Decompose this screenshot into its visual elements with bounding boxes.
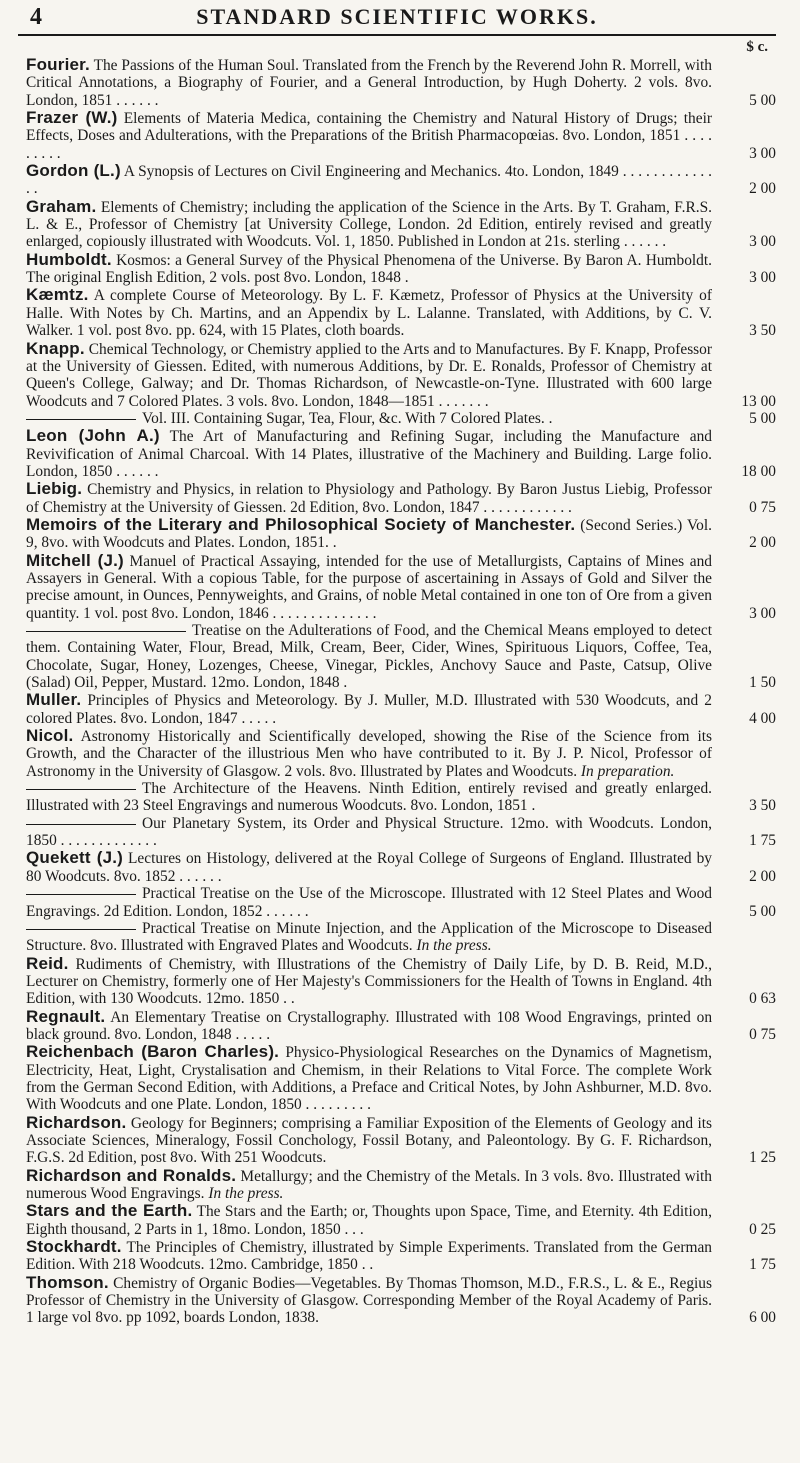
entry-price: 3 00 — [749, 269, 776, 287]
entry-author: Muller. — [26, 690, 82, 710]
entry-price: 2 00 — [749, 534, 776, 552]
ditto-rule — [26, 894, 136, 895]
catalog-entry — [26, 849, 776, 885]
entry-price: 3 00 — [749, 144, 776, 162]
entry-description: Manuel of Practical Assaying, intended for the use of Metallurgists, Captains of Mines and Assayers in General. With a copious Table, for the purpose of ascertaining in Assays of Gold and Silver the precise amount, in Ounces, Pennyweights, and Grains, of noble Metal contained in one ton of Ore from a given quantity. 1 vol. post 8vo. London, 1846 . . . . . . . . . . . . . . — [26, 552, 712, 622]
entry-description: Principles of Physics and Meteorology. By J. Muller, M.D. Illustrated with 530 Woodcuts, and 2 colored Plates. 8vo. London, 1847 . . . . . — [26, 692, 712, 727]
entry-author: Graham. — [26, 196, 97, 216]
entry-author: Reichenbach (Baron Charles). — [26, 1042, 280, 1062]
entry-description: Lectures on Histology, delivered at the Royal College of Surgeons of England. Illustrated by 80 Woodcuts. 8vo. 1852 . . . . . . — [26, 850, 712, 885]
entry-description: Chemical Technology, or Chemistry applied to the Arts and to Manufactures. By F. Knapp, Professor at the University of Giessen. Edited, with numerous Additions, by Dr. E. Ronalds, Professor of Chemistry at Queen's College, Galway; and Dr. Thomas Richardson, of Newcastle-on-Tyne. Illustrated with 600 large Woodcuts and 7 Colored Plates. 3 vols. 8vo. London, 1848—1851 . . . . . . . — [26, 340, 712, 410]
entry-description: Chemistry and Physics, in relation to Physiology and Pathology. By Baron Justus Liebig, Professor of Chemistry at the University of Giessen. 2d Edition, 8vo. London, 1847 . . . . . . . . . . . . — [26, 481, 712, 516]
entry-price: 1 75 — [749, 1256, 776, 1274]
catalog-entry — [26, 815, 776, 850]
entry-description: Geology for Beginners; comprising a Familiar Exposition of the Elements of Geology and its Associate Sciences, Mineralogy, Fossil Conchology, Fossil Botany, and Paleontology. By G. F. Richardson, F.G.S. 2d Edition, post 8vo. With 251 Woodcuts. — [26, 1114, 712, 1167]
catalog-entry — [26, 955, 776, 1008]
entry-description: Elements of Materia Medica, containing the Chemistry and Natural History of Drugs; their Effects, Doses and Adulterations, with the Preparations of the British Pharmacopœias. 8vo. London, 1851 . . . . . . . . . — [26, 110, 712, 162]
entry-author: Regnault. — [26, 1006, 106, 1026]
entry-price: 3 00 — [749, 233, 776, 251]
catalog-entry — [26, 109, 776, 162]
catalog-entry — [26, 920, 776, 955]
entry-author: Mitchell (J.) — [26, 550, 124, 570]
catalog-entry — [26, 410, 776, 427]
catalog-entry — [26, 286, 776, 339]
entry-description: Astronomy Historically and Scientifically developed, showing the Rise of the Science from its Growth, and the Character of the illustrious Men who have contributed to it. By J. P. Nicol, Professor of Astronomy in the University of Glasgow. 2 vols. 8vo. Illustrated by Plates and Woodcuts. — [26, 728, 712, 780]
catalog-entry — [26, 780, 776, 815]
catalog-entry — [26, 1238, 776, 1274]
entry-author: Stockhardt. — [26, 1237, 122, 1257]
entry-description: The Stars and the Earth; or, Thoughts upon Space, Time, and Eternity. 4th Edition, Eighth thousand, 2 Parts in 1, 18mo. London, 1850 . . . — [26, 1203, 712, 1238]
entry-description: The Art of Manufacturing and Refining Sugar, including the Manufacture and Revivification of Animal Charcoal. With 14 Plates, illustrative of the Machinery and Building. Large folio. London, 1850 . . . . . . — [26, 428, 712, 480]
entry-price: 4 00 — [749, 709, 776, 727]
entry-price: 3 50 — [749, 797, 776, 815]
entry-author: Fourier. — [26, 55, 90, 74]
entry-description: A complete Course of Meteorology. By L. F. Kæmetz, Professor of Physics at the University of Halle. With Notes by Ch. Martins, and an Appendix by L. Lalanne. Translated, with Additions, by C. V. Walker. 1 vol. post 8vo. pp. 624, with 15 Plates, cloth boards. — [26, 287, 712, 340]
catalog-entry — [26, 1114, 776, 1167]
entry-description: Vol. III. Containing Sugar, Tea, Flour, &c. With 7 Colored Plates. . — [142, 409, 553, 427]
entry-description: Rudiments of Chemistry, with Illustrations of the Chemistry of Daily Life, by D. B. Reid, M.D., Lecturer on Chemistry, formerly one of Her Majesty's Commissioners for the Health of Towns in England. 4th Edition, with 130 Woodcuts. 12mo. 1850 . . — [26, 955, 712, 1008]
catalog-entry — [26, 56, 776, 109]
entry-price: 13 00 — [741, 392, 776, 410]
entry-description: Metallurgy; and the Chemistry of the Metals. In 3 vols. 8vo. Illustrated with numerous Wood Engravings. — [26, 1167, 712, 1202]
page-header — [18, 0, 776, 36]
entry-author: Humboldt. — [26, 249, 112, 269]
entry-description: An Elementary Treatise on Crystallography. Illustrated with 108 Wood Engravings, printed on black ground. 8vo. London, 1848 . . . . . — [26, 1008, 713, 1043]
entry-description: The Principles of Chemistry, illustrated by Simple Experiments. Translated from the German Edition. With 218 Woodcuts. 12mo. Cambridge, 1850 . . — [26, 1239, 712, 1274]
catalog-entry — [26, 427, 776, 480]
entry-price: 5 00 — [749, 91, 776, 109]
entry-description: A Synopsis of Lectures on Civil Engineering and Mechanics. 4to. London, 1849 . . . . . . . . . . . . . . — [26, 163, 713, 198]
catalog-entry — [26, 552, 776, 622]
entry-author: Nicol. — [26, 726, 74, 746]
catalog-entry — [26, 198, 776, 251]
catalog-entry — [26, 691, 776, 727]
catalog-entry — [26, 1167, 776, 1203]
entry-description: Physico-Physiological Researches on the Dynamics of Magnetism, Electricity, Heat, Light, Crystalisation and Chemism, in their Relations to Vital Force. The complete Work from the German Second Edition, with Additions, a Preface and Critical Notes, by John Ashburner, M.D. 8vo. With Woodcuts and one Plate. London, 1850 . . . . . . . . . — [26, 1044, 712, 1114]
catalog-entry — [26, 885, 776, 920]
entry-author: Leon (John A.) — [26, 426, 160, 446]
entry-price: 5 00 — [749, 409, 776, 427]
catalog-entry — [26, 1202, 776, 1238]
entry-price: 2 00 — [749, 867, 776, 885]
entry-author: Richardson. — [26, 1112, 127, 1132]
entry-price: 0 75 — [749, 1025, 776, 1043]
ditto-rule — [26, 631, 186, 632]
catalog-entry — [26, 480, 776, 516]
ditto-rule — [26, 789, 136, 790]
catalog-entry — [26, 622, 776, 691]
catalog-entry — [26, 162, 776, 198]
catalog-entry — [26, 1008, 776, 1044]
entry-author: Liebig. — [26, 479, 83, 499]
entry-author: Kæmtz. — [26, 285, 89, 305]
entry-note: In the press. — [416, 937, 492, 955]
entry-note: In preparation. — [580, 762, 675, 780]
entry-description: Practical Treatise on the Use of the Microscope. Illustrated with 12 Steel Plates and Wood Engravings. 2d Edition. London, 1852 . . . . . . — [26, 885, 712, 920]
entry-price: 2 00 — [749, 180, 776, 198]
entry-description: Chemistry of Organic Bodies—Vegetables. By Thomas Thomson, M.D., F.R.S., L. & E., Regius Professor of Chemistry in the University of Glasgow. Corresponding Member of the Royal Academy of Paris. 1 large vol 8vo. pp 1092, boards London, 1838. — [26, 1274, 712, 1327]
page-title: STANDARD SCIENTIFIC WORKS. — [196, 4, 598, 29]
entry-description: Our Planetary System, its Order and Physical Structure. 12mo. with Woodcuts. London, 1850 . . . . . . . . . . . . . — [26, 814, 712, 850]
entry-description: Treatise on the Adulterations of Food, and the Chemical Means employed to detect them. Containing Water, Flour, Bread, Milk, Cream, Beer, Cider, Wines, Spirituous Liquors, Coffee, Tea, Chocolate, Sugar, Honey, Lozenges, Cheese, Vinegar, Pickles, Anchovy Sauce and Paste, Catsup, Olive (Salad) Oil, Pepper, Mustard. 12mo. London, 1848 . — [26, 622, 712, 692]
catalog-entry — [26, 340, 776, 410]
entry-price: 18 00 — [741, 462, 776, 480]
entry-author: Richardson and Ronalds. — [26, 1165, 237, 1185]
ditto-rule — [26, 824, 136, 825]
entry-price: 0 25 — [749, 1220, 776, 1238]
entry-price: 0 63 — [749, 990, 776, 1008]
entry-description: Kosmos: a General Survey of the Physical Phenomena of the Universe. By Baron A. Humboldt. The original English Edition, 2 vols. post 8vo. London, 1848 . — [26, 251, 712, 287]
entry-price: 1 75 — [749, 832, 776, 850]
catalog-entries — [18, 56, 776, 1327]
entry-author: Gordon (L.) — [26, 161, 121, 181]
entry-description: (Second Series.) Vol. 9, 8vo. with Woodcuts and Plates. London, 1851. . — [26, 516, 712, 552]
entry-author: Memoirs of the Literary and Philosophical Society of Manchester. — [26, 514, 576, 534]
catalog-entry — [26, 727, 776, 780]
page-number: 4 — [30, 4, 42, 30]
catalog-entry — [26, 251, 776, 287]
entry-price: 6 00 — [749, 1309, 776, 1327]
entry-author: Stars and the Earth. — [26, 1201, 193, 1221]
entry-author: Thomson. — [26, 1272, 109, 1292]
entry-price: 3 00 — [749, 604, 776, 622]
entry-author: Quekett (J.) — [26, 848, 124, 868]
entry-price: 3 50 — [749, 322, 776, 340]
entry-description: The Architecture of the Heavens. Ninth Edition, entirely revised and greatly enlarged. Illustrated with 23 Steel Engravings and numerous Woodcuts. 8vo. London, 1851 . — [26, 780, 712, 815]
currency-column-header: $ c. — [746, 39, 768, 55]
entry-description: Practical Treatise on Minute Injection, and the Application of the Microscope to Diseased Structure. 8vo. Illustrated with Engraved Plates and Woodcuts. — [26, 919, 712, 955]
entry-author: Knapp. — [26, 338, 85, 358]
ditto-rule — [26, 419, 136, 420]
entry-price: 1 25 — [749, 1149, 776, 1167]
catalog-entry — [26, 1274, 776, 1327]
entry-note: In the press. — [208, 1185, 284, 1202]
catalog-entry — [26, 1043, 776, 1113]
entry-description: The Passions of the Human Soul. Translated from the French by the Reverend John R. Morrell, with Critical Annotations, a Biography of Fourier, and a General Introduction, by Hugh Doherty. 2 vols. 8vo. London, 1851 . . . . . . — [26, 57, 712, 109]
ditto-rule — [26, 929, 136, 930]
entry-price: 0 75 — [749, 498, 776, 516]
entry-author: Frazer (W.) — [26, 108, 118, 128]
catalog-entry — [26, 516, 776, 552]
entry-description: Elements of Chemistry; including the application of the Science in the Arts. By T. Graham, F.R.S. L. & E., Professor of Chemistry [at University College, London. 2d Edition, entirely revised and greatly enlarged, copiously illustrated with Woodcuts. Vol. 1, 1850. Published in London at 21s. sterling . . . . . . — [26, 198, 712, 251]
entry-author: Reid. — [26, 953, 69, 973]
entry-price: 5 00 — [749, 902, 776, 920]
entry-price: 1 50 — [749, 674, 776, 692]
